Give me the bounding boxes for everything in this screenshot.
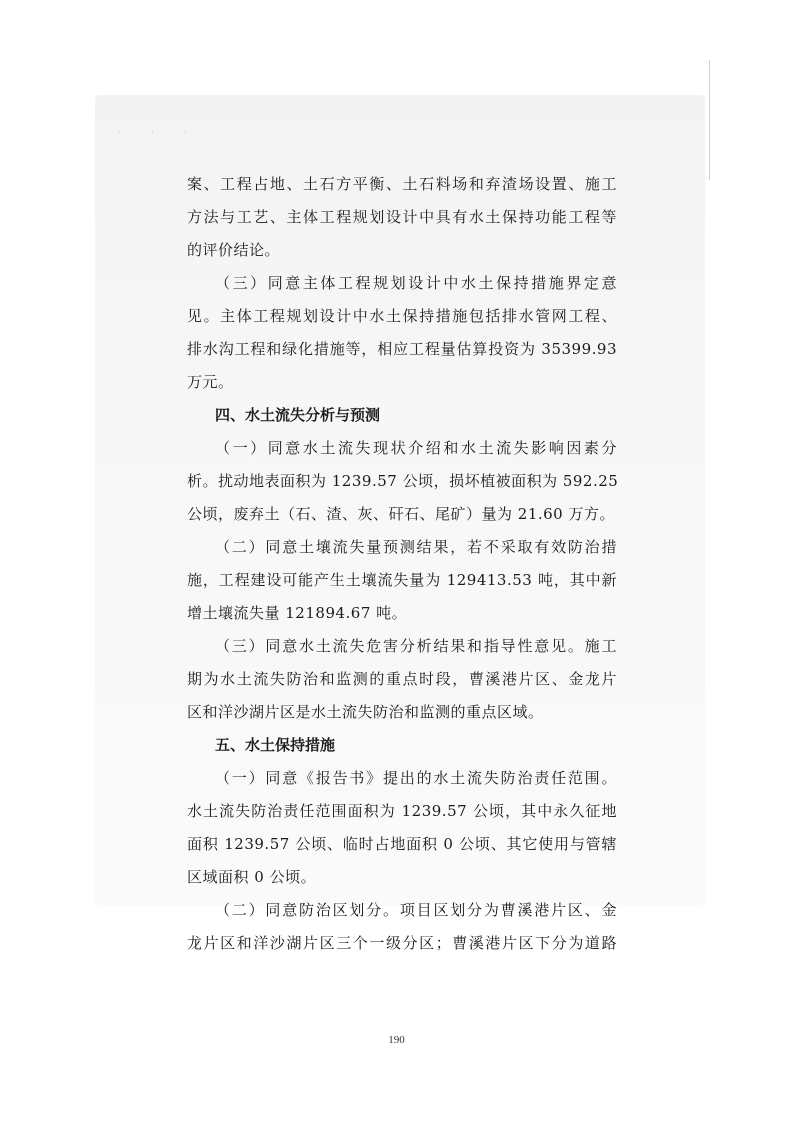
document-body (187, 168, 617, 960)
text-line: 面积 1239.57 公顷、临时占地面积 0 公顷、其它使用与管辖 (187, 835, 617, 853)
page-number: 190 (388, 1034, 405, 1046)
paragraph-zone-division (187, 894, 617, 960)
text-line: 公顷，废弃土（石、渣、灰、矸石、尾矿）量为 21.60 万方。 (187, 505, 615, 523)
text-line: 水土流失防治责任范围面积为 1239.57 公顷，其中永久征地 (187, 802, 617, 820)
text-line: （三）同意主体工程规划设计中水土保持措施界定意 (215, 274, 617, 292)
scan-specks: · · · (118, 128, 201, 137)
text-line: （二）同意防治区划分。项目区划分为曹溪港片区、金 (215, 901, 617, 919)
text-line: 方法与工艺、主体工程规划设计中具有水土保持功能工程等 (187, 208, 617, 226)
text-line: 期为水土流失防治和监测的重点时段，曹溪港片区、金龙片 (187, 670, 617, 688)
text-line: 排水沟工程和绿化措施等，相应工程量估算投资为 35399.93 (187, 340, 617, 358)
text-line: （三）同意水土流失危害分析结果和指导性意见。施工 (215, 637, 617, 655)
text-line: 增土壤流失量 121894.67 吨。 (187, 604, 408, 622)
text-line: 区和洋沙湖片区是水土流失防治和监测的重点区域。 (187, 703, 544, 721)
text-line: 析。扰动地表面积为 1239.57 公顷，损坏植被面积为 592.25 (187, 472, 619, 490)
text-line: 的评价结论。 (187, 241, 281, 259)
text-line: 龙片区和洋沙湖片区三个一级分区；曹溪港片区下分为道路 (187, 934, 617, 952)
text-line: （一）同意《报告书》提出的水土流失防治责任范围。 (215, 769, 617, 787)
text-line: （二）同意土壤流失量预测结果，若不采取有效防治措 (215, 538, 617, 556)
paragraph-erosion-status (187, 432, 617, 531)
text-line: 区域面积 0 公顷。 (187, 868, 317, 886)
paragraph-responsibility-scope (187, 762, 617, 894)
section-heading-erosion-analysis: 四、水土流失分析与预测 (215, 406, 381, 424)
paragraph-evaluation-continued (187, 168, 617, 267)
section-heading-conservation-measures: 五、水土保持措施 (215, 736, 336, 754)
text-line: 案、工程占地、土石方平衡、土石料场和弃渣场设置、施工 (187, 175, 617, 193)
text-line: 见。主体工程规划设计中水土保持措施包括排水管网工程、 (187, 307, 617, 325)
text-line: 万元。 (187, 373, 234, 391)
text-line: 施，工程建设可能产生土壤流失量为 129413.53 吨，其中新 (187, 571, 617, 589)
paragraph-main-works-measures (187, 267, 617, 399)
text-line: （一）同意水土流失现状介绍和水土流失影响因素分 (215, 439, 617, 457)
paragraph-hazard-analysis (187, 630, 617, 729)
paragraph-soil-loss-prediction (187, 531, 617, 630)
scan-edge-line (709, 60, 710, 180)
